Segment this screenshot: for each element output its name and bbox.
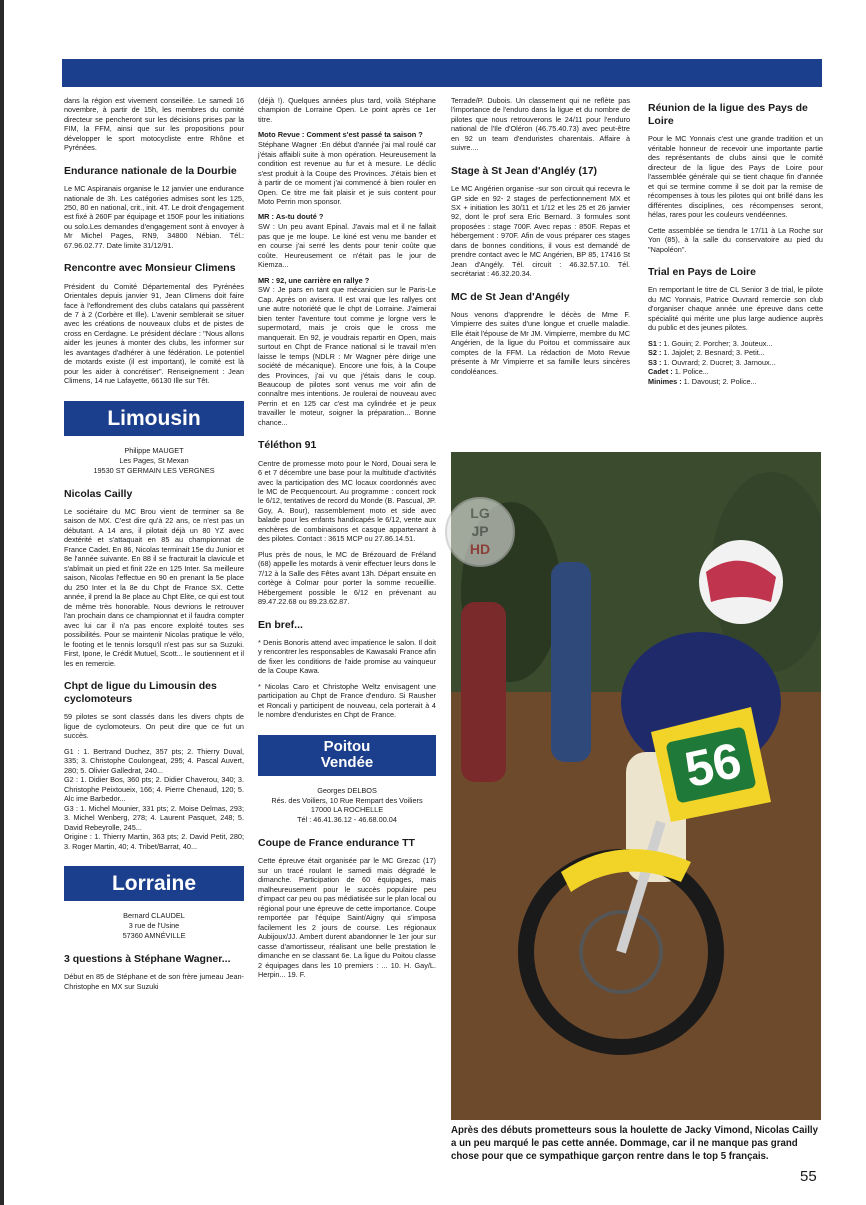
- region-line: Poitou: [323, 737, 371, 755]
- column-4: [648, 96, 823, 386]
- address-lorraine: [64, 911, 244, 941]
- address-line: Rés. des Voiliers, 10 Rue Rempart des Voiliers: [271, 795, 423, 805]
- result-text: 1. Gouin; 2. Porcher; 3. Jouteux...: [661, 338, 773, 348]
- paragraph-reunion: Pour le MC Yonnais c'est une grande tradition et un véritable honneur de recevoir une importante partie des représentants de clubs ainsi que le comité directeur de la ligue des Pays de Loire pour l'assemblée générale qui se tient chaque fin d'année et qui se termine comme il se doit par la remise de récompenses à tous les pilotes qui ont brillé dans les différentes disciplines, ces récompenses seront, hélas, rares pour les couleurs vendéennes.: [648, 134, 823, 220]
- address-line: 3 rue de l'Usine: [128, 921, 180, 931]
- interview-question: MR : As-tu douté ?: [258, 212, 324, 222]
- address-line: Philippe MAUGET: [124, 446, 184, 456]
- result-label: S3 :: [648, 357, 662, 367]
- paragraph-trial: En remportant le titre de CL Senior 3 de trial, le pilote du MC Yonnais, Patrice Ouvrard remercie son club d'organiser chaque année une épreuve dans cette spécialité qui mérite une plus large audience auprès du public et des jeunes pilotes.: [648, 285, 823, 333]
- header-band: [62, 59, 822, 87]
- paragraph-freland: Plus près de nous, le MC de Brézouard de Fréland (68) appelle les motards à venir effectuer leurs dons le 7/12 à la Salle des Fêtes avant 13h. Départ ensuite en cortège à Colmar pour porter la somme recueillie. Hébergement possible le 6/12 en prévenant au 89.47.22.68 ou 89.23.62.87.: [258, 549, 436, 607]
- result-text: 1. Police...: [672, 367, 709, 377]
- heading-reunion: Réunion de la ligue des Pays de Loire: [648, 102, 808, 128]
- paragraph-cailly: Le sociétaire du MC Brou vient de terminer sa 8e saison de MX. C'est dire qu'à 22 ans, ce n'est pas un débutant. A 14 ans, il pilotait déjà un 80 YZ avec dextérité et s'attaquait en 85 au championnat de France Cadet. En 86, Nicolas terminait 15e du Junior et 8e l'année suivante. En 88 il se fracturait la clavicule et s'abîmait un pied et finit 22e en 125 Inter. Sa meilleure saison, Nicolas l'effectue en 90 en prenant la 5e place du 250 Inter et la 8e du Chpt de France SX. Cette année, il prend la 8e place au Chpt Elite, ce qui est tout de même très honorable. Nous devrions le retrouver l'an prochain dans ce championnat et il faudra compter avec lui car il n'a pas encore exploité toutes ses possibilités. Pour se maintenir Nicolas pratique le vélo, le footing et le tennis lorsqu'il n'est pas sur sa Suzuki. First, Ipone, le Crédit Mutuel, Scott... le soutiennent et il les en remercie.: [64, 506, 244, 668]
- brief-item: * Nicolas Caro et Christophe Weltz envisagent une participation au Chpt de France d'enduro. Si Rausher et Roncali y participent de nouveau, cela porterait à 4 le nombre d'enduristes en Chpt de France.: [258, 681, 436, 720]
- column-1: [64, 96, 244, 997]
- result-label: Minimes :: [648, 376, 682, 386]
- paragraph-assemblee: Cette assemblée se tiendra le 17/11 à La Roche sur Yon (85), à la salle du conservatoire au pied du "Napoléon".: [648, 225, 823, 254]
- result-label: S2 :: [648, 348, 662, 358]
- heading-climens: Rencontre avec Monsieur Climens: [64, 262, 236, 275]
- heading-dourbie: Endurance nationale de la Dourbie: [64, 164, 237, 177]
- address-line: Les Pages, St Mexan: [119, 456, 189, 466]
- region-banner-lorraine: Lorraine: [64, 863, 244, 901]
- paragraph-telethon: Centre de promesse moto pour le Nord, Douai sera le 6 et 7 décembre une base pour la multitude d'activités avec la participation des MC locaux coordonnés avec le MC de Pecquencourt. Au programme : concert rock le 6/12, tentatives de record du Monde (B. Pascual, JP. Goy, A. Bour), rassemblement moto et side avec balade pour les enfants handicapés le 6/12, vente aux enchères de combinaisons et casque appartenant à des pilotes. Contact : 3615 MCP ou 27.86.14.51.: [258, 458, 436, 544]
- paragraph-enduro-cont: Terrade/P. Dubois. Un classement qui ne reflète pas l'importance de l'enduro dans la ligue et du nombre de pilotes que nous retrouverons le 24/11 pour l'enduro national de l'Ile d'Oléron (46.75.40.73) avec peut-être en 92 un team d'enduristes charentais. Affaire à suivre....: [451, 96, 630, 153]
- results-g2: G2 : 1. Didier Bos, 360 pts; 2. Didier Chaverou, 340; 3. Christophe Peixtoueix, 166; 4. Pierre Chenaud, 120; 5. Alc ime Barbedor...: [64, 775, 244, 804]
- intro-paragraph: dans la région est vivement conseillée. Le samedi 16 novembre, à partir de 15h, les membres du comité directeur se pencheront sur les décisions prises par la FIM, la FFM, ainsi que sur les propositions pour développer le sport motocycliste entre Rhône et Pyrénées.: [64, 96, 244, 153]
- results-g1: G1 : 1. Bertrand Duchez, 357 pts; 2. Thierry Duval, 335; 3. Christophe Coulongeat, 295; 4. Pascal Auvert, 280; 5. Olivier Galledrat, 240...: [64, 746, 244, 775]
- region-line: Vendée: [320, 754, 374, 772]
- heading-stage: Stage à St Jean d'Angléy (17): [451, 164, 598, 177]
- heading-en-bref: En bref...: [258, 618, 303, 631]
- paragraph-stage: Le MC Angérien organise -sur son circuit qui recevra le GP side en 92- 2 stages de perfectionnement MX et SX + initiation les 30/11 et 1/12 et les 25 et 26 janvier 92, dont le prof sera Eric Bernard. 3 formules sont proposées : stage 700F. Avec repas : 850F. Repas et hébergement : 970F. Afin de vous préparer ces stages dans de bonnes conditions, il vous est demandé de prendre contact avec le MC Angérien, BP 85, 17416 St Jean d'Angély. Tél. circuit : 46.32.57.10. Tél. secrétariat : 46.32.20.34.: [451, 184, 630, 279]
- interview-question: Moto Revue : Comment s'est passé ta saison ?: [258, 130, 423, 140]
- result-label: Cadet :: [648, 367, 673, 377]
- address-line: Georges DELBOS: [317, 785, 377, 795]
- paragraph-cyclomoteurs: 59 pilotes se sont classés dans les divers chpts de ligue de cyclomoteurs. On peut dire que ce fut un succès.: [64, 712, 244, 741]
- heading-wagner: 3 questions à Stéphane Wagner...: [64, 952, 231, 965]
- heading-coupe-endurance: Coupe de France endurance TT: [258, 837, 415, 850]
- address-limousin: [64, 446, 244, 476]
- address-line: 19530 ST GERMAIN LES VERGNES: [93, 465, 215, 475]
- address-line: 17000 LA ROCHELLE: [310, 805, 384, 815]
- results-origine: Origine : 1. Thierry Martin, 363 pts; 2. David Petit, 280; 3. Roger Martin, 40; 4. Tribet/Barrat, 40...: [64, 832, 244, 851]
- interview-answer: SW : Un peu avant Epinal. J'avais mal et il ne fallait pas que je me loupe. Le kiné est venu me bander et en course j'ai serré les dents pour tenir coûte que coûte. Heureusement ce n'était pas le jour de Kiemza...: [258, 222, 436, 270]
- paragraph-coupe-endurance: Cette épreuve était organisée par le MC Grezac (17) sur un tracé roulant le samedi mais dégradé le dimanche. Participation de 60 équipages, mais malheureusement pour le succès populaire peu d'impact car peu ou pas médiatisée sur le plan local ou régional pour une épreuve de cette importance. Coupe remportée par l'équipe Saint/Aigny qui s'imposa facilement les 2 jours de course. Les régionaux Aubijoux/JJ. Ambert durent abandonner le 1er jour sur casse d'amortisseur, réalisant une belle prestation le dimanche en se classant 6e. La ligue du Poitou classe 2 équipages dans les 10 premiers : ... 10. H. Gay/L. Herpin... 19. F.: [258, 856, 436, 980]
- watermark-line: HD: [469, 541, 491, 557]
- watermark-line: JP: [471, 523, 489, 539]
- heading-trial: Trial en Pays de Loire: [648, 266, 756, 279]
- paragraph-wagner-cont: (déjà !). Quelques années plus tard, voilà Stéphane champion de Lorraine Open. Le point après ce 1er titre.: [258, 96, 436, 124]
- photo-caption: Après des débuts prometteurs sous la houlette de Jacky Vimond, Nicolas Cailly a un peu marqué le pas cette année. Dommage, car il ne manque pas grand chose pour que ce sympathique garçon rentre dans le top 5 français.: [451, 1125, 818, 1163]
- trial-result: [648, 358, 823, 367]
- brief-item: * Denis Bonoris attend avec impatience le salon. Il doit y rencontrer les responsables de Kawasaki France afin de fixer les conditions de l'aide promise au vainqueur de la Coupe Kawa.: [258, 637, 436, 676]
- result-text: 1. Jajolet; 2. Besnard; 3. Petit...: [661, 348, 765, 358]
- paragraph-wagner: Début en 85 de Stéphane et de son frère jumeau Jean-Christophe en MX sur Suzuki: [64, 972, 244, 991]
- paragraph-dourbie: Le MC Aspiranais organise le 12 janvier une endurance nationale de 3h. Les catégories admises sont les 125, 250, 80 en national, crit., init. 4T. Le droit d'engagement est fixé à 260F par équipage et 150F pour les initiations ou solo.Les demandes d'engagement sont à envoyer à Mr Michel Pages, RN9, 34800 Nébian. Tél.: 67.96.02.77. Date limite 31/12/91.: [64, 184, 244, 250]
- heading-telethon: Téléthon 91: [258, 439, 317, 452]
- heading-cyclomoteurs: Chpt de ligue du Limousin des cyclomoteurs: [64, 680, 217, 706]
- interview-answer: SW : Je pars en tant que mécanicien sur le Paris-Le Cap. Après on avisera. Il est vrai que les rallyes ont une autre notoriété que le chpt de Lorraine. J'aimerai bien tenter l'aventure tout comme je lorgne vers le supermotard, mais je crois que le cross me manquerait. En 92, je voudrais repartir en Open, mais surtout en Chpt de France national si le travail m'en laisse le temps (NDLR : Mr Wagner père dirige une société de mécanique). Encore une fois, à la Coupe des Provinces, j'ai vu que j'étais dans le coup. Beaucoup de pilotes sont venus me voir afin de connaître mes intentions. Je roulerai de nouveau avec Perrin et en 125 car c'est ma cylindrée et je peux travailler le moteur, soigner la préparation... Bonne chance...: [258, 285, 436, 427]
- result-label: S1 :: [648, 338, 662, 348]
- interview-question: MR : 92, une carrière en rallye ?: [258, 275, 370, 285]
- column-2: [258, 96, 436, 986]
- column-3: [451, 96, 630, 382]
- trial-result: [648, 377, 823, 386]
- trial-result: [648, 339, 823, 348]
- heading-cailly: Nicolas Cailly: [64, 487, 133, 500]
- page-number: 55: [800, 1168, 817, 1185]
- watermark-line: LG: [470, 505, 490, 521]
- paragraph-mc-st-jean: Nous venons d'apprendre le décès de Mme F. Vimpierre des suites d'une longue et cruelle maladie. Elle était l'épouse de Mr JM. Vimpierre, membre du MC Angérien, de la ligue du Poitou et commissaire aux comptes de la FFM. La rédaction de Moto Revue présente à Mr Vimpierre et sa famille leurs sincères condoléances.: [451, 310, 630, 376]
- trial-result: [648, 348, 823, 357]
- heading-mc-st-jean: MC de St Jean d'Angély: [451, 290, 570, 303]
- interview-answer: Stéphane Wagner :En début d'année j'ai mal roulé car j'étais affaibli suite à mon opération. Heureusement la condition est revenue au fur et à mesure. Le déclic s'est produit à la Coupe des Provinces. J'étais bien et à partir de ce moment j'ai commencé à bien rouler en Open. Ce titre me fait plaisir et je suis content pour Moto Perrin mon sponsor.: [258, 140, 436, 206]
- address-line: Bernard CLAUDEL: [123, 911, 185, 921]
- watermark-logo: [444, 496, 516, 568]
- address-line: Tél : 46.41.36.12 - 46.68.00.04: [297, 815, 397, 825]
- page-edge: [0, 0, 10, 1205]
- bike-number: 56: [679, 731, 747, 799]
- result-text: 1. Ouvrard; 2. Ducret; 3. Jarnoux...: [661, 357, 776, 367]
- address-poitou: [258, 786, 436, 825]
- result-text: 1. Davoust; 2. Police...: [681, 376, 757, 386]
- trial-result: [648, 367, 823, 376]
- region-banner-limousin: Limousin: [64, 398, 244, 436]
- results-g3: G3 : 1. Michel Mounier, 331 pts; 2. Moise Delmas, 293; 3. Michel Wenberg, 278; 4. Laurent Pasquet, 248; 5. David Rebeyrolle, 245...: [64, 803, 244, 832]
- region-banner-poitou-vendee: [258, 732, 436, 776]
- paragraph-climens: Président du Comité Départemental des Pyrénées Orientales depuis janvier 91, Jean Climens doit faire face à l'effondrement des clubs catalans qui passèrent de 7 à 2 (Corbère et Ille). L'avenir semblerait se situer avec les créations de nouveaux clubs et de pistes de cross en Cerdagne. Le président déclare : "Nous allons aider les jeunes à monter des clubs, les informer sur les avantages d'adhérer à une fédération. Le potentiel de motards existe (il est important), le comité est là pour les aider à concrétiser". Renseignement : Jean Climens, 14 rue Lafayette, 66130 Ille sur Têt.: [64, 281, 244, 386]
- address-line: 57360 AMNÉVILLE: [122, 931, 186, 941]
